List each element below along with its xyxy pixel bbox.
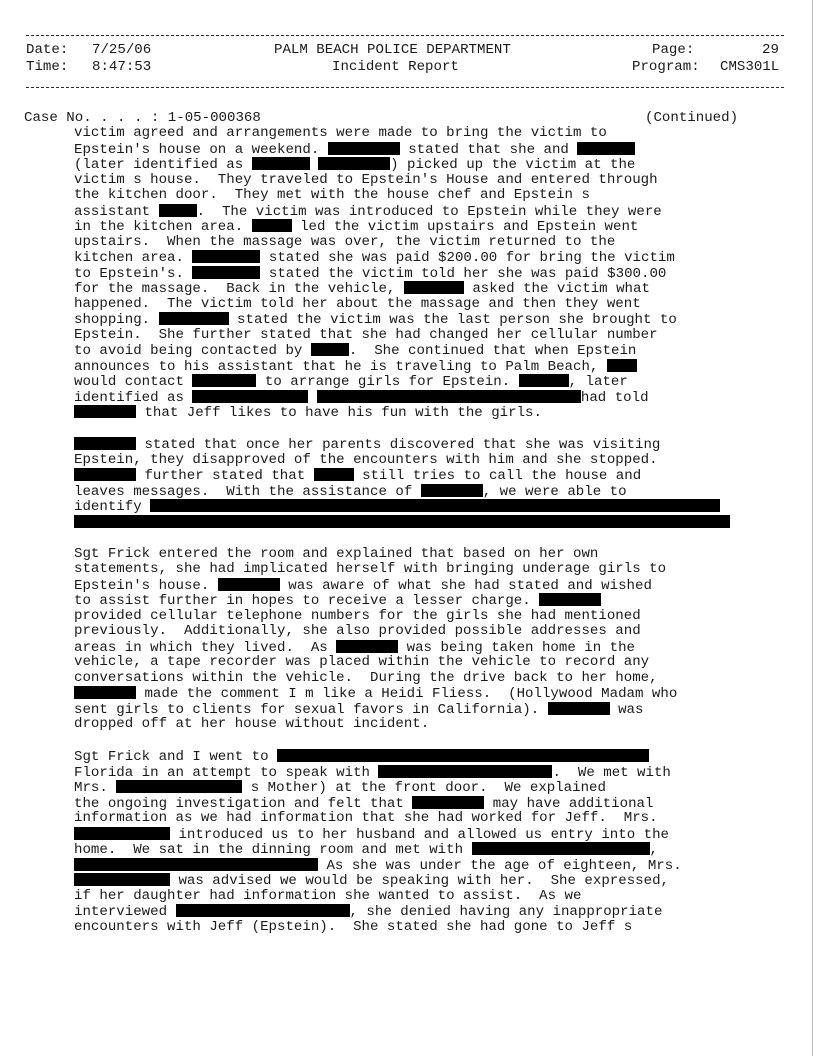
department-name: PALM BEACH POLICE DEPARTMENT bbox=[274, 42, 511, 58]
redaction-box bbox=[317, 390, 581, 403]
redaction-box bbox=[74, 873, 170, 886]
line-text: leaves messages. With the assistance of bbox=[74, 483, 421, 500]
line-text: had told bbox=[580, 389, 649, 406]
narrative-line bbox=[74, 219, 774, 235]
line-text: for the massage. Back in the vehicle, bbox=[74, 281, 404, 297]
narrative-line bbox=[74, 858, 774, 874]
narrative-line bbox=[74, 780, 774, 796]
line-text: information as we had information that she had worked for Jeff. Mrs. bbox=[74, 810, 658, 826]
narrative-line bbox=[74, 266, 774, 282]
line-text: to Epstein's. bbox=[74, 265, 193, 282]
redaction-box bbox=[404, 281, 464, 294]
narrative-line bbox=[74, 547, 774, 563]
line-text: to arrange girls for Epstein. bbox=[256, 374, 519, 390]
redaction-box bbox=[74, 858, 318, 871]
narrative-line bbox=[74, 453, 774, 469]
narrative-line bbox=[74, 126, 774, 142]
line-text: stated she was paid $200.00 for bring the victim bbox=[260, 250, 675, 266]
redaction-box bbox=[472, 842, 650, 855]
page-label: Page: bbox=[652, 42, 695, 58]
line-text: asked the victim what bbox=[463, 281, 650, 297]
narrative-line bbox=[74, 562, 774, 578]
time-label: Time: bbox=[26, 59, 69, 75]
line-text: interviewed bbox=[74, 904, 176, 920]
line-text: was bbox=[609, 701, 644, 718]
line-text: . She continued that when Epstein bbox=[348, 343, 637, 359]
redaction-box bbox=[218, 578, 280, 591]
narrative-line bbox=[74, 889, 774, 905]
line-text: identify bbox=[74, 499, 151, 515]
redaction-box bbox=[192, 374, 256, 387]
narrative-line bbox=[74, 873, 774, 889]
narrative-line bbox=[74, 328, 774, 344]
redaction-box bbox=[192, 390, 308, 403]
narrative-line bbox=[74, 343, 774, 359]
narrative-line bbox=[74, 515, 774, 531]
line-text: shopping. bbox=[74, 312, 159, 328]
line-text: the kitchen door. They met with the house chef and Epstein s bbox=[74, 187, 590, 203]
line-text: stated that she and bbox=[399, 141, 578, 158]
line-text: Epstein. She further stated that she had changed her cellular number bbox=[74, 326, 658, 343]
line-text: s Mother) at the front door. We explained bbox=[242, 780, 606, 796]
redaction-box bbox=[74, 515, 730, 528]
line-text: to assist further in hopes to receive a lesser charge. bbox=[74, 593, 540, 609]
redaction-box bbox=[277, 749, 649, 762]
narrative-line bbox=[74, 359, 774, 375]
line-text: if her daughter had information she wanted to assist. As we bbox=[74, 887, 582, 904]
redaction-box bbox=[577, 142, 635, 155]
line-text: statements, she had implicated herself with bringing underage girls to bbox=[74, 561, 667, 577]
time-value: 8:47:53 bbox=[92, 59, 152, 75]
line-text: identified as bbox=[74, 389, 193, 406]
line-text: Sgt Frick and I went to bbox=[74, 749, 277, 765]
redaction-box bbox=[318, 157, 390, 170]
line-text: was advised we would be speaking with her. She expressed, bbox=[170, 873, 669, 889]
line-text: Epstein's house on a weekend. bbox=[74, 141, 328, 158]
line-text: . The victim was introduced to Epstein while they were bbox=[196, 203, 662, 220]
redaction-box bbox=[74, 686, 136, 699]
narrative-line bbox=[74, 437, 774, 453]
narrative-line bbox=[74, 157, 774, 173]
line-text: the ongoing investigation and felt that bbox=[74, 795, 413, 812]
narrative-line bbox=[74, 655, 774, 671]
redaction-box bbox=[192, 250, 260, 263]
line-text bbox=[308, 390, 316, 406]
line-text: announces to his assistant that he is traveling to Palm Beach, bbox=[74, 358, 607, 375]
narrative-line bbox=[74, 578, 774, 594]
redaction-box bbox=[159, 312, 229, 325]
narrative-line bbox=[74, 297, 774, 313]
narrative-line bbox=[74, 499, 774, 515]
header-bottom-rule bbox=[26, 87, 784, 88]
line-text: encounters with Jeff (Epstein). She stated she had gone to Jeff s bbox=[74, 918, 633, 935]
redaction-box bbox=[74, 437, 136, 450]
narrative-paragraph bbox=[74, 749, 774, 935]
line-text: . We met with bbox=[552, 764, 671, 781]
line-text: was being taken home in the bbox=[398, 639, 636, 656]
line-text: Florida in an attempt to speak with bbox=[74, 764, 379, 781]
redaction-box bbox=[421, 484, 483, 497]
narrative-line bbox=[74, 484, 774, 500]
line-text: stated the victim told her she was paid $300.00 bbox=[260, 265, 667, 282]
narrative-line bbox=[74, 281, 774, 297]
report-body bbox=[74, 126, 774, 935]
line-text: previously. Additionally, she also provided possible addresses and bbox=[74, 623, 641, 639]
line-text: may have additional bbox=[484, 795, 654, 812]
line-text: home. We sat in the dinning room and met with bbox=[74, 842, 472, 858]
redaction-box bbox=[607, 359, 637, 372]
narrative-line bbox=[74, 173, 774, 189]
line-text: happened. The victim told her about the massage and then they went bbox=[74, 295, 641, 312]
date-value: 7/25/06 bbox=[92, 42, 152, 58]
narrative-line bbox=[74, 765, 774, 781]
narrative-line bbox=[74, 749, 774, 765]
narrative-line bbox=[74, 827, 774, 843]
redaction-box bbox=[378, 765, 552, 778]
line-text: victim s house. They traveled to Epstein's House and entered through bbox=[74, 171, 658, 188]
narrative-line bbox=[74, 624, 774, 640]
line-text: still tries to call the house and bbox=[353, 468, 642, 484]
redaction-box bbox=[74, 827, 170, 840]
line-text: kitchen area. bbox=[74, 250, 193, 266]
redaction-box bbox=[412, 796, 484, 809]
line-text: , we were able to bbox=[482, 483, 627, 500]
narrative-line bbox=[74, 920, 774, 936]
line-text: As she was under the age of eighteen, Mrs. bbox=[318, 857, 682, 874]
line-text: , later bbox=[568, 374, 628, 390]
narrative-line bbox=[74, 204, 774, 220]
narrative-line bbox=[74, 702, 774, 718]
narrative-line bbox=[74, 188, 774, 204]
redaction-box bbox=[74, 468, 136, 481]
line-text: vehicle, a tape recorder was placed within the vehicle to record any bbox=[74, 654, 650, 670]
redaction-box bbox=[150, 499, 720, 512]
redaction-box bbox=[548, 702, 610, 715]
program-label: Program: bbox=[632, 59, 700, 75]
narrative-line bbox=[74, 796, 774, 812]
redaction-box bbox=[328, 142, 400, 155]
line-text: was aware of what she had stated and wished bbox=[279, 577, 652, 594]
paragraph-gap bbox=[74, 530, 774, 547]
redaction-box bbox=[314, 468, 354, 481]
case-number: Case No. . . . : 1-05-000368 bbox=[24, 110, 261, 126]
program-code: CMS301L bbox=[720, 59, 780, 75]
header-top-rule bbox=[26, 35, 784, 36]
line-text: sent girls to clients for sexual favors in California). bbox=[74, 701, 548, 718]
narrative-line bbox=[74, 717, 774, 733]
narrative-line bbox=[74, 593, 774, 609]
narrative-line bbox=[74, 250, 774, 266]
narrative-line bbox=[74, 235, 774, 251]
narrative-line bbox=[74, 842, 774, 858]
redaction-box bbox=[116, 780, 242, 793]
line-text: , she denied having any inappropriate bbox=[349, 904, 663, 920]
line-text: Mrs. bbox=[74, 780, 117, 796]
line-text: Sgt Frick entered the room and explained that based on her own bbox=[74, 545, 599, 562]
line-text: conversations within the vehicle. During the drive back to her home, bbox=[74, 669, 658, 686]
narrative-line bbox=[74, 390, 774, 406]
line-text: dropped off at her house without incident. bbox=[74, 716, 430, 732]
redaction-box bbox=[192, 266, 260, 279]
line-text: Epstein, they disapproved of the encounters with him and she stopped. bbox=[74, 451, 658, 468]
line-text: that Jeff likes to have his fun with the girls. bbox=[136, 405, 542, 421]
narrative-line bbox=[74, 811, 774, 827]
narrative-line bbox=[74, 671, 774, 687]
page-edge-line bbox=[812, 0, 813, 1056]
redaction-box bbox=[252, 157, 310, 170]
line-text: areas in which they lived. As bbox=[74, 639, 337, 656]
line-text: assistant bbox=[74, 203, 159, 220]
line-text: , bbox=[649, 842, 658, 858]
date-label: Date: bbox=[26, 42, 69, 58]
line-text: in the kitchen area. bbox=[74, 219, 252, 235]
redaction-box bbox=[176, 904, 350, 917]
line-text: victim agreed and arrangements were made to bring the victim to bbox=[74, 125, 607, 141]
narrative-line bbox=[74, 686, 774, 702]
line-text: further stated that bbox=[136, 468, 314, 484]
narrative-paragraph bbox=[74, 547, 774, 733]
redaction-box bbox=[159, 204, 197, 217]
continued-label: (Continued) bbox=[645, 110, 739, 126]
narrative-line bbox=[74, 142, 774, 158]
redaction-box bbox=[519, 374, 569, 387]
line-text: made the comment I m like a Heidi Fliess. (Hollywood Madam who bbox=[136, 686, 678, 702]
narrative-line bbox=[74, 312, 774, 328]
redaction-box bbox=[311, 343, 349, 356]
narrative-line bbox=[74, 405, 774, 421]
page-number: 29 bbox=[762, 42, 779, 58]
redaction-box bbox=[539, 593, 601, 606]
line-text: (later identified as bbox=[74, 157, 252, 173]
report-type: Incident Report bbox=[332, 59, 459, 75]
line-text: provided cellular telephone numbers for the girls she had mentioned bbox=[74, 607, 641, 624]
line-text: Epstein's house. bbox=[74, 577, 218, 594]
redaction-box bbox=[336, 640, 398, 653]
line-text: stated the victim was the last person she brought to bbox=[228, 312, 677, 328]
narrative-paragraph bbox=[74, 437, 774, 530]
line-text: ) picked up the victim at the bbox=[390, 157, 636, 173]
narrative-paragraph bbox=[74, 126, 774, 421]
line-text: introduced us to her husband and allowed us entry into the bbox=[170, 826, 669, 843]
narrative-line bbox=[74, 374, 774, 390]
line-text: to avoid being contacted by bbox=[74, 343, 311, 359]
redaction-box bbox=[74, 405, 136, 418]
narrative-line bbox=[74, 640, 774, 656]
line-text: would contact bbox=[74, 374, 193, 390]
redaction-box bbox=[252, 219, 292, 232]
narrative-line bbox=[74, 468, 774, 484]
narrative-line bbox=[74, 904, 774, 920]
line-text: upstairs. When the massage was over, the victim returned to the bbox=[74, 233, 616, 250]
line-text: led the victim upstairs and Epstein went bbox=[291, 219, 639, 235]
line-text: stated that once her parents discovered that she was visiting bbox=[136, 437, 661, 453]
narrative-line bbox=[74, 609, 774, 625]
paragraph-gap bbox=[74, 733, 774, 750]
paragraph-gap bbox=[74, 421, 774, 438]
